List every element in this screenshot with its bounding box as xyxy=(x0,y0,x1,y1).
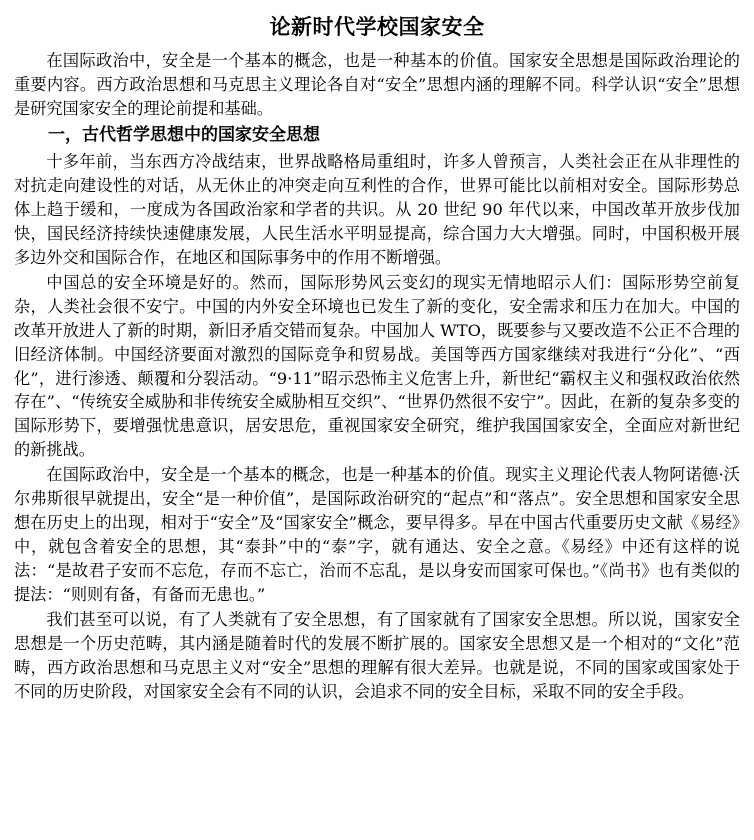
page-title: 论新时代学校国家安全 xyxy=(269,14,485,39)
paragraph-4: 我们甚至可以说，有了人类就有了安全思想，有了国家就有了国家安全思想。所以说，国家安全思想是一个历史范畴，其内涵是随着时代的发展不断扩展的。国家安全思想又是一个相对的“文化”范畴，西方政治思想和马克思主义对“安全”思想的理解有很大差异。也就是说，不同的国家或国家处于不同的历史阶段，对国家安全会有不同的认识，会追求不同的安全目标，采取不同的安全手段。 xyxy=(14,610,740,702)
section-heading-1: 一，古代哲学思想中的国家安全思想 xyxy=(48,125,320,146)
paragraph-intro: 在国际政治中，安全是一个基本的概念，也是一种基本的价值。国家安全思想是国际政治理论的重要内容。西方政治思想和马克思主义理论各自对“安全”思想内涵的理解不同。科学认识“安全”思想是研究国家安全的理论前提和基础。 xyxy=(14,51,740,119)
paragraph-2: 中国总的安全环境是好的。然而，国际形势风云变幻的现实无情地昭示人们：国际形势空前复杂，人类社会很不安宁。中国的内外安全环境也已发生了新的变化，安全需求和压力在加大。中国的改革开放进人了新的时期，新旧矛盾交错而复杂。中国加人 WTO，既要参与又要改造不公正不合理的旧经济体制。中国经济要面对激烈的国际竞争和贸易战。美国等西方国家继续对我进行“分化”、“西化”，进行渗透、颠覆和分裂活动。“9·11”昭示恐怖主义危害上升，新世纪“霸权主义和强权政治依然存在”、“传统安全威胁和非传统安全威胁相互交织”、“世界仍然很不安宁”。因此，在新的复杂多变的国际形势下，要增强忧患意识，居安思危，重视国家安全研究，维护我国国家安全，全面应对新世纪的新挑战。 xyxy=(14,272,740,460)
paragraph-1: 十多年前，当东西方冷战结束，世界战略格局重组时，许多人曾预言，人类社会正在从非理性的对抗走向建设性的对话，从无休止的冲突走向互利性的合作，世界可能比以前相对安全。国际形势总体上趋于缓和，一度成为各国政治家和学者的共识。从 20 世纪 90 年代以来，中国改革开放步伐加快，国民经济持续快速健康发展，人民生活水平明显提高，综合国力大大增强。同时，中国积极开展多边外交和国际合作，在地区和国际事务中的作用不断增强。 xyxy=(14,151,740,267)
paragraph-3: 在国际政治中，安全是一个基本的概念，也是一种基本的价值。现实主义理论代表人物阿诺德·沃尔弗斯很早就提出，安全“是一种价值”，是国际政治研究的“起点”和“落点”。安全思想和国家安全思想在历史上的出现，相对于“安全”及“国家安全”概念，要早得多。早在中国古代重要历史文献《易经》中，就包含着安全的思想，其“泰卦”中的“泰”字，就有通达、安全之意。《易经》中还有这样的说法：“是故君子安而不忘危，存而不忘亡，治而不忘乱，是以身安而国家可保也。”《尚书》也有类似的提法：“则则有备，有备而无患也。” xyxy=(14,465,740,605)
